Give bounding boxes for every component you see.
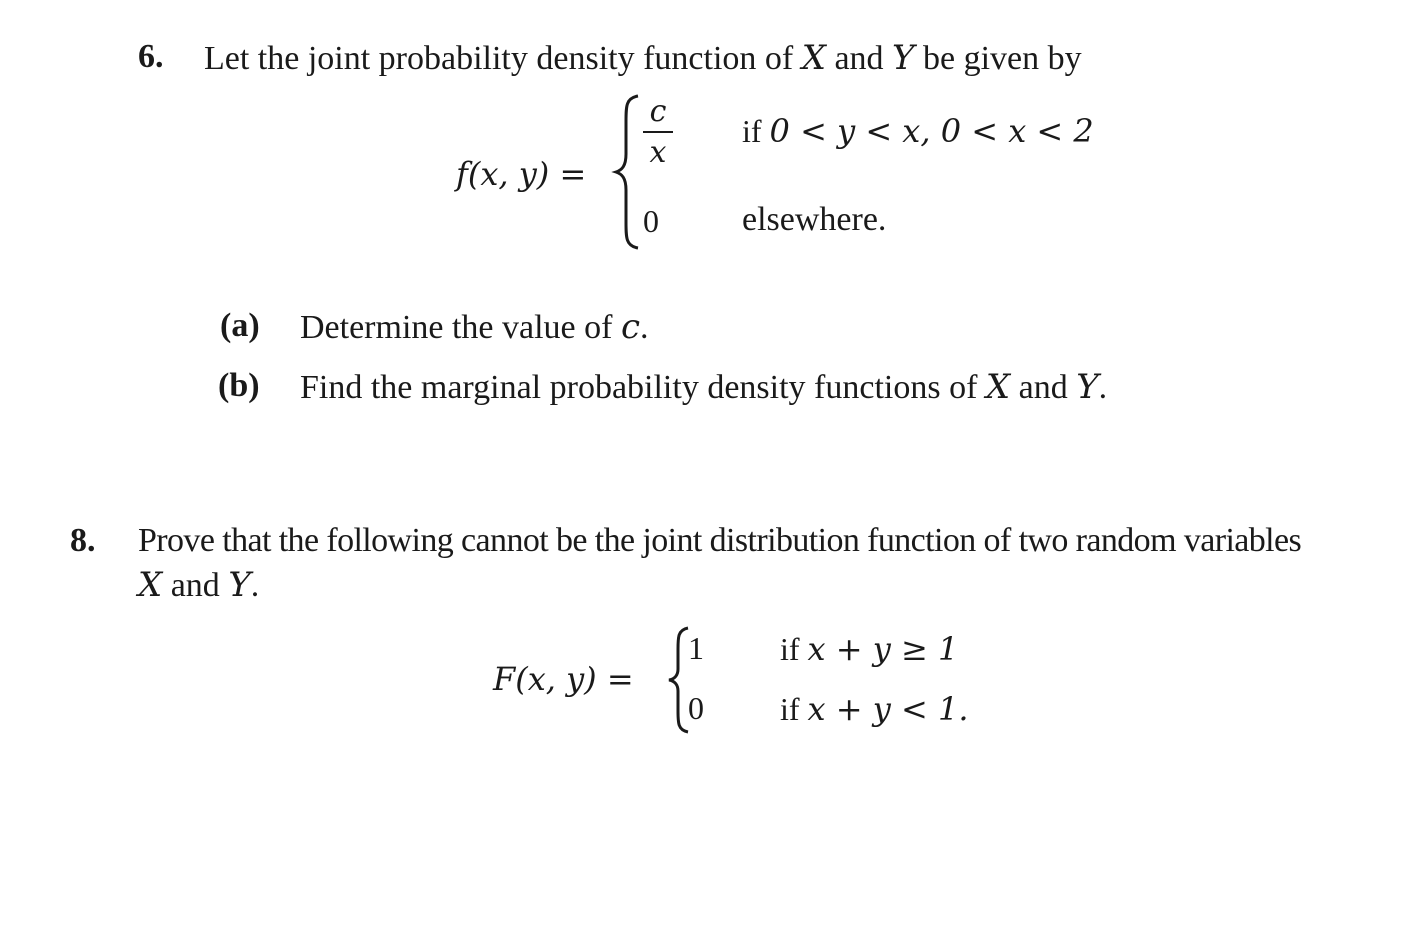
case-1-condition bbox=[742, 112, 1094, 150]
part-b-var-x: X bbox=[985, 367, 1011, 407]
part-b-and: and bbox=[1010, 369, 1077, 406]
fraction-c-over-x bbox=[643, 94, 673, 170]
part-b-var-y: Y bbox=[1076, 367, 1099, 407]
problem-6-intro bbox=[204, 38, 1082, 78]
part-b-end: . bbox=[1098, 369, 1108, 406]
var-x: X bbox=[801, 38, 826, 78]
cdf-case-1-if: if bbox=[780, 631, 808, 667]
part-b-text bbox=[300, 367, 1107, 407]
part-a-label: (a) bbox=[220, 307, 260, 344]
cdf-case-1-value: 1 bbox=[688, 630, 704, 666]
line2-var-x: X bbox=[138, 565, 163, 605]
case-2-condition: elsewhere. bbox=[742, 201, 887, 238]
fraction-denominator: x bbox=[649, 135, 667, 170]
line2-and: and bbox=[162, 567, 229, 604]
left-brace-icon bbox=[612, 92, 642, 252]
cdf-case-2-condition bbox=[780, 690, 969, 728]
problem-8-number: 8. bbox=[70, 522, 96, 559]
cdf-case-2-if: if bbox=[780, 691, 808, 727]
line2-end: . bbox=[250, 567, 260, 604]
part-a-var: c bbox=[620, 307, 641, 347]
part-a-text bbox=[300, 307, 649, 347]
problem-6-number: 6. bbox=[138, 38, 164, 75]
fraction-bar bbox=[643, 131, 673, 133]
cdf-lhs: F(x, y) = bbox=[493, 660, 634, 698]
fraction-numerator: c bbox=[649, 94, 667, 129]
cdf-case-1-cond: x + y ≥ 1 bbox=[807, 630, 959, 668]
cdf-case-2-cond: x + y < 1. bbox=[807, 690, 969, 728]
var-y: Y bbox=[892, 38, 915, 78]
part-b-label: (b) bbox=[218, 367, 260, 404]
case-1-if: if bbox=[742, 113, 770, 149]
part-a-body: Determine the value of bbox=[300, 309, 621, 346]
pdf-lhs: f(x, y) = bbox=[456, 155, 587, 193]
problem-8-line-1: Prove that the following cannot be the joint distribution function of two random variables bbox=[138, 522, 1302, 559]
part-b-body: Find the marginal probability density functions of bbox=[300, 369, 986, 406]
problem-8-line-2 bbox=[138, 565, 259, 605]
cdf-case-1-condition bbox=[780, 630, 958, 668]
and-word: and bbox=[825, 40, 893, 77]
case-2-value: 0 bbox=[643, 203, 659, 239]
intro-suffix: be given by bbox=[914, 40, 1082, 77]
case-1-cond: 0 < y < x, 0 < x < 2 bbox=[769, 112, 1094, 150]
part-a-end: . bbox=[640, 309, 649, 346]
line2-var-y: Y bbox=[228, 565, 251, 605]
cdf-case-2-value: 0 bbox=[688, 690, 704, 726]
intro-prefix: Let the joint probability density function of bbox=[204, 40, 802, 77]
